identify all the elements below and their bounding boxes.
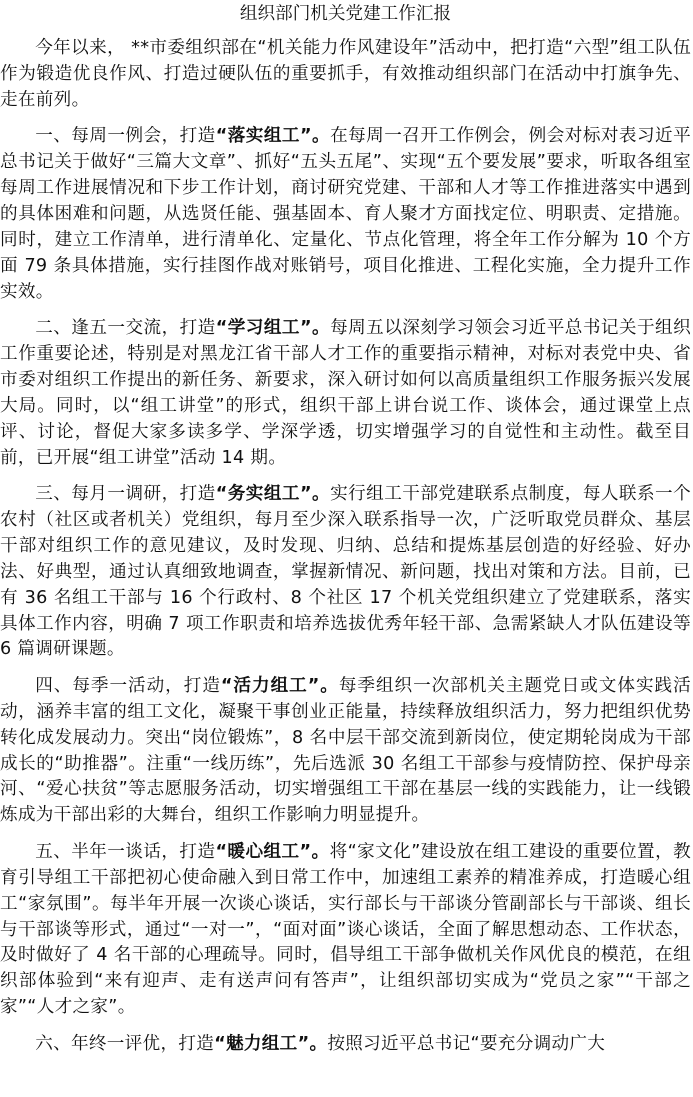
document-title: 组织部门机关党建工作汇报 xyxy=(239,4,452,24)
section-body: 每季组织一次部机关主题党日或文体实践活动，涵养丰富的组工文化，凝聚干事创业正能量，持续释放组织活力，努力把组织优势转化成发展动力。突出“岗位锻炼”，8 名中层干部交流到新岗位，使定期轮岗成为干部成长的“助推器”。注重“一线历练”，先后选派 30 名组工干部参与疫情防控、保护母亲河、“爱心扶贫”等志愿服务活动，切实增强组工干部在基层一线的实践能力，让一线锻炼成为干部出彩的大舞台，组织工作影响力明显提升。 xyxy=(0,675,691,826)
section-body: 在每周一召开工作例会，例会对标对表习近平总书记关于做好“三篇大文章”、抓好“五头五尾”、实现“五个要发展”要求，听取各组室每周工作进展情况和下步工作计划，商讨研究党建、干部和人才等工作推进落实中遇到的具体困难和问题，从选贤任能、强基固本、育人聚才方面找定位、明职责、定措施。同时，建立工作清单，进行清单化、定量化、节点化管理，将全年工作分解为 10 个方面 79 条具体措施，实行挂图作战对账销号，项目化推进、工程化实施，全力提升工作实效。 xyxy=(0,126,691,302)
section-body: 按照习近平总书记“要充分调动广大 xyxy=(327,1033,606,1054)
section-paragraph-2 xyxy=(0,316,691,471)
section-paragraph-1 xyxy=(0,124,691,305)
section-highlight: “魅力组工”。 xyxy=(214,1033,328,1054)
section-paragraph-5 xyxy=(0,840,691,1021)
section-paragraph-3 xyxy=(0,482,691,663)
section-body: 实行组工干部党建联系点制度，每人联系一个农村（社区或者机关）党组织，每月至少深入联系指导一次，广泛听取党员群众、基层干部对组织工作的意见建议，及时发现、归纳、总结和提炼基层创造的好经验、好办法、好典型，通过认真细致地调查，掌握新情况、新问题，找出对策和方法。目前，已有 36 名组工干部与 16 个行政村、8 个社区 17 个机关党组织建立了党建联系，落实具体工作内容，明确 7 项工作职责和培养选拔优秀年轻干部、急需紧缺人才队伍建设等 6 篇调研课题。 xyxy=(0,484,691,660)
section-body: 将“家文化”建设放在组工建设的重要位置，教育引导组工干部把初心使命融入到日常工作中，加速组工素养的精准养成，打造暖心组工“家氛围”。每半年开展一次谈心谈话，实行部长与干部谈分管副部长与干部谈、组长与干部谈等形式，通过“一对一”，“面对面”谈心谈话，全面了解思想动态、工作状态，及时做好了 4 名干部的心理疏导。同时，倡导组工干部争做机关作风优良的模范，在组织部体验到“来有迎声、走有送声问有答声”，让组织部切实成为“党员之家”“干部之家”“人才之家”。 xyxy=(0,841,691,1018)
intro-paragraph: 今年以来， **市委组织部在“机关能力作风建设年”活动中，把打造“六型”组工队伍作为锻造优良作风、打造过硬队伍的重要抓手，有效推动组织部门在活动中打旗争先、走在前列。 xyxy=(0,38,691,110)
section-highlight: “务实组工”。 xyxy=(215,484,331,504)
section-highlight: “落实组工”。 xyxy=(215,126,331,147)
section-highlight: “暖心组工”。 xyxy=(215,841,330,862)
section-highlight: “活力组工”。 xyxy=(220,675,339,696)
section-body: 每周五以深刻学习领会习近平总书记关于组织工作重要论述，特别是对黑龙江省干部人才工作的重要指示精神，对标对表党中央、省市委对组织工作提出的新任务、新要求，深入研讨如何以高质量组织工作服务振兴发展大局。同时，以“组工讲堂”的形式，组织干部上讲台说工作、谈体会，通过课堂上点评、讨论，督促大家多读多学、学深学透，切实增强学习的自觉性和主动性。截至目前，已开展“组工讲堂”活动 14 期。 xyxy=(0,318,691,468)
section-paragraph-6 xyxy=(0,1032,691,1058)
section-lead: 一、每周一例会，打造 xyxy=(35,126,216,147)
section-paragraph-4 xyxy=(0,674,691,829)
section-lead: 五、半年一谈话，打造 xyxy=(35,841,216,862)
section-lead: 三、每月一调研，打造 xyxy=(35,484,216,504)
section-lead: 二、逢五一交流，打造 xyxy=(35,318,216,339)
section-lead: 四、每季一活动，打造 xyxy=(35,675,221,696)
section-highlight: “学习组工”。 xyxy=(215,318,331,339)
section-lead: 六、年终一评优，打造 xyxy=(35,1033,215,1054)
